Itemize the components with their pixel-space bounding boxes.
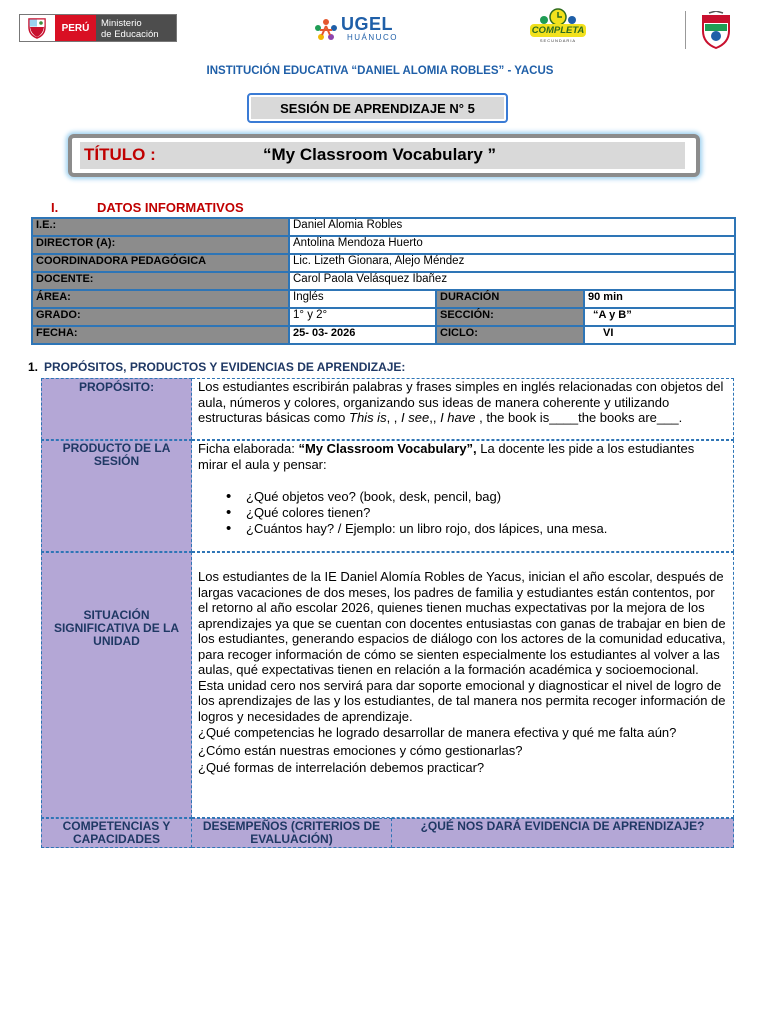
producto-intro: Ficha elaborada:	[198, 441, 299, 456]
section-number: I.	[51, 200, 59, 215]
structure-this-is: This is	[349, 410, 387, 425]
producto-rest: La docente les pide a los estudiantes mirar el aula y pensar:	[198, 441, 695, 472]
situacion-label: SITUACIÓN SIGNIFICATIVA DE LA UNIDAD	[41, 552, 192, 818]
ugel-logo	[313, 16, 407, 44]
table-row	[32, 218, 735, 236]
institution-name: INSTITUCIÓN EDUCATIVA “DANIEL ALOMIA ROBLES” - YACUS	[206, 65, 554, 77]
fecha-value: 25- 03- 2026	[289, 326, 436, 344]
ministry-line-1: Ministerio	[101, 18, 142, 29]
producto-bullet-list	[198, 489, 727, 537]
producto-text	[192, 440, 734, 552]
area-value: Inglés	[289, 290, 436, 308]
situacion-question: ¿Qué formas de interrelación debemos practicar?	[198, 760, 485, 775]
situacion-question: ¿Cómo están nuestras emociones y cómo gestionarlas?	[198, 742, 523, 758]
proposito-text	[192, 378, 734, 440]
situacion-paragraph-1: Los estudiantes de la IE Daniel Alomía Robles de Yacus, inician el año escolar, después de largas vacaciones de dos meses, los padres de familia y estudiantes están contentos, por el retorno al año escolar 2026, quienes tienen muchas expectativas por la mejora de los aprendizajes ya que se cuentan con docentes entusiastas con ganas de trabajar en bien de los estudiantes, generando espacios de diálogo con los actores de la comunidad educativa, para recoger información de cómo se sienten especialmente los estudiantes al volver a las aulas, qué expectativas tienen en relación a la formación académica y socioemocional.	[198, 569, 726, 677]
section-datos-heading	[51, 200, 244, 215]
competencias-header-cell: COMPETENCIAS Y CAPACIDADES	[41, 818, 192, 848]
table-row	[32, 308, 735, 326]
area-label: ÁREA:	[32, 290, 289, 308]
row-value: Antolina Mendoza Huerto	[289, 236, 735, 254]
table-row	[32, 254, 735, 272]
duracion-label: DURACIÓN	[436, 290, 584, 308]
producto-label: PRODUCTO DE LA SESIÓN	[41, 440, 192, 552]
peru-coat-of-arms-icon	[20, 15, 54, 41]
row-label: DOCENTE:	[32, 272, 289, 290]
ciclo-label: CICLO:	[436, 326, 584, 344]
ugel-people-icon	[313, 18, 339, 42]
ministry-label	[96, 15, 176, 41]
table-row	[41, 440, 734, 552]
ugel-region: HUÁNUCO	[347, 33, 398, 42]
title-label: TÍTULO :	[84, 145, 156, 164]
row-label: DIRECTOR (A):	[32, 236, 289, 254]
list-item	[198, 743, 727, 759]
situacion-question: ¿Qué competencias he logrado desarrollar de manera efectiva y qué me falta aún?	[198, 725, 677, 740]
row-value: Daniel Alomia Robles	[289, 218, 735, 236]
row-label: I.E.:	[32, 218, 289, 236]
session-number-box	[247, 93, 508, 123]
peru-label: PERÚ	[54, 15, 96, 41]
proposito-text-part: ,,	[429, 410, 441, 425]
peru-minedu-logo	[19, 14, 177, 42]
grado-value: 1° y 2°	[289, 308, 436, 326]
table-row	[32, 272, 735, 290]
fecha-label: FECHA:	[32, 326, 289, 344]
session-title: SESIÓN DE APRENDIZAJE N° 5	[251, 97, 504, 119]
row-value: Carol Paola Velásquez Ibañez	[289, 272, 735, 290]
table-row	[32, 290, 735, 308]
title-inner	[80, 142, 685, 169]
jec-logo	[530, 8, 586, 46]
list-item: • ¿Qué objetos veo? (book, desk, pencil, bag)	[226, 489, 727, 505]
section-title: DATOS INFORMATIVOS	[97, 200, 244, 215]
structure-i-see: I see	[401, 410, 430, 425]
title-box	[68, 134, 700, 177]
school-crest-icon	[699, 11, 733, 54]
grado-label: GRADO:	[32, 308, 289, 326]
jec-label: COMPLETA	[531, 25, 585, 36]
table-row	[32, 236, 735, 254]
section-propositos-heading	[28, 360, 405, 374]
title-text: “My Classroom Vocabulary ”	[263, 145, 497, 164]
structure-i-have: I have	[440, 410, 476, 425]
seccion-label: SECCIÓN:	[436, 308, 584, 326]
ciclo-value: VI	[584, 326, 735, 344]
table-row	[41, 818, 734, 848]
row-value: Lic. Lizeth Gionara, Alejo Méndez	[289, 254, 735, 272]
desempenos-header-cell: DESEMPEÑOS (CRITERIOS DE EVALUACIÓN)	[192, 818, 392, 848]
section-number: 1.	[28, 360, 39, 374]
proposito-text-part: , the book is____the books are___.	[475, 410, 683, 425]
list-item: • ¿Cuántos hay? / Ejemplo: un libro rojo, dos lápices, una mesa.	[226, 521, 727, 537]
section-title: PROPÓSITOS, PRODUCTOS Y EVIDENCIAS DE APRENDIZAJE:	[44, 360, 406, 374]
logo-divider	[685, 11, 686, 49]
list-item: • ¿Qué colores tienen?	[226, 505, 727, 521]
list-item	[198, 725, 727, 741]
evidencia-header-cell: ¿QUÉ NOS DARÁ EVIDENCIA DE APRENDIZAJE?	[392, 818, 734, 848]
table-row	[32, 326, 735, 344]
row-label: COORDINADORA PEDAGÓGICA	[32, 254, 289, 272]
producto-title: “My Classroom Vocabulary”,	[298, 441, 477, 456]
situacion-paragraph-2: Esta unidad cero nos servirá para dar soporte emocional y diagnosticar el nivel de logro de los aprendizajes de las y los estudiantes, de tal manera nos permita recoger información de logros y necesidades de aprendizaje.	[198, 677, 726, 724]
situacion-text	[192, 552, 734, 818]
competencias-header	[41, 818, 734, 848]
ministry-line-2: de Educación	[101, 29, 159, 40]
proposito-label: PROPÓSITO:	[41, 378, 192, 440]
ugel-name: UGEL	[341, 14, 394, 34]
proposito-text-part: Los estudiantes escribirán palabras y frases simples en inglés relacionadas con objetos del aula, números y colores, organizando sus ideas de manera coherente y utilizando estructuras básicas como	[198, 379, 724, 425]
proposito-text-part: , ,	[386, 410, 402, 425]
table-row	[41, 552, 734, 818]
list-item	[198, 760, 727, 776]
datos-informativos-table	[31, 217, 736, 345]
table-row	[41, 378, 734, 440]
jec-sub: SECUNDARIA	[539, 38, 577, 43]
seccion-value: “A y B”	[584, 308, 735, 326]
duracion-value: 90 min	[584, 290, 735, 308]
